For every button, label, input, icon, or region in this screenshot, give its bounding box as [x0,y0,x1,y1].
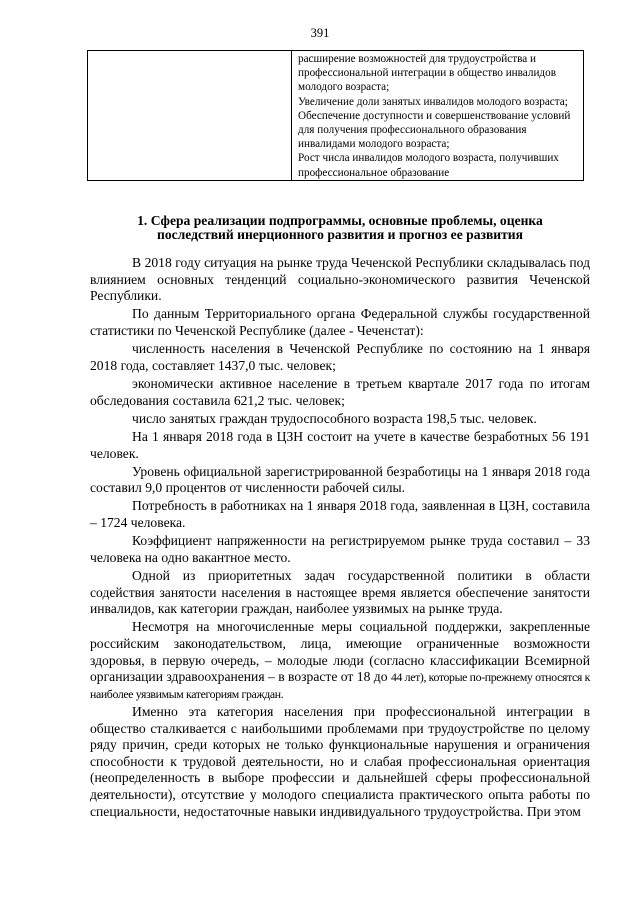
paragraph-text-condensed: 44 лет), которые по-прежнему относятся к наиболее уязвимым категориям граждан. [90,670,590,701]
table-cell-expected-results [292,51,584,181]
paragraph: Коэффициент напряженности на регистрируемом рынке труда составил – 33 человека на одно вакантное место. [90,533,590,565]
paragraph: численность населения в Чеченской Республике по состоянию на 1 января 2018 года, составляет 1437,0 тыс. человек; [90,341,590,373]
paragraph: На 1 января 2018 года в ЦЗН состоит на учете в качестве безработных 56 191 человек. [90,428,590,461]
paragraph-text: Несмотря на многочисленные меры социальной поддержки, закрепленные российским законодательством, лица, имеющие ограниченные возможности здоровья, в первую очередь, – молодые люди (согласно классификации Всемирной организации здравоохранения – в возрасте от 18 до [90,619,590,685]
table-line: расширение возможностей для трудоустройства и профессиональной интеграции в общество инвалидов молодого возраста; [298,53,557,94]
section-heading-line1: 1. Сфера реализации подпрограммы, основные проблемы, оценка [137,213,543,228]
table-line: Рост числа инвалидов молодого возраста, получивших профессиональное образование [298,152,559,179]
paragraph [90,619,590,702]
table-line: Увеличение доли занятых инвалидов молодого возраста; [298,95,568,108]
paragraph: В 2018 году ситуация на рынке труда Чеченской Республики складывалась под влиянием основных тенденций социально-экономического развития Чеченской Республики. [90,255,590,304]
paragraph: Уровень официальной зарегистрированной безработицы на 1 января 2018 года составил 9,0 процентов от численности рабочей силы. [90,463,590,496]
paragraph: экономически активное население в третьем квартале 2017 года по итогам обследования составила 621,2 тыс. человек; [90,375,590,408]
table-line: Обеспечение доступности и совершенствование условий для получения профессионального образования инвалидами молодого возраста; [298,109,571,151]
table-row [88,51,584,181]
paragraph: число занятых граждан трудоспособного возраста 198,5 тыс. человек. [132,410,537,426]
paragraph: Одной из приоритетных задач государственной политики в области содействия занятости населения в настоящее время является обеспечение занятости инвалидов, как категории граждан, наиболее уязвимых на рынке труда. [90,568,590,617]
paragraph: Потребность в работниках на 1 января 2018 года, заявленная в ЦЗН, составила – 1724 человека. [90,498,590,531]
table-cell-empty [88,51,292,181]
section-heading-line2: последствий инерционного развития и прогноз ее развития [156,227,523,242]
paragraph: Именно эта категория населения при профессиональной интеграции в общество сталкивается с наибольшими проблемами при трудоустройстве по целому ряду причин, среди которых не только функциональные нарушения и ограничения способности к трудовой деятельности, но и слабая профессиональная ориентация (неопределенность в выборе профессии и дальнейшей сферы профессиональной деятельности), отсутствие у молодого специалиста практического опыта работы по специальности, недостаточные навыки индивидуального трудоустройства. При этом [90,703,590,819]
page-number: 391 [310,26,330,40]
continuation-table [87,50,584,181]
body-text [90,255,590,822]
paragraph: По данным Территориального органа Федеральной службы государственной статистики по Чеченской Республике (далее - Чеченстат): [90,306,590,338]
section-heading [90,214,590,242]
